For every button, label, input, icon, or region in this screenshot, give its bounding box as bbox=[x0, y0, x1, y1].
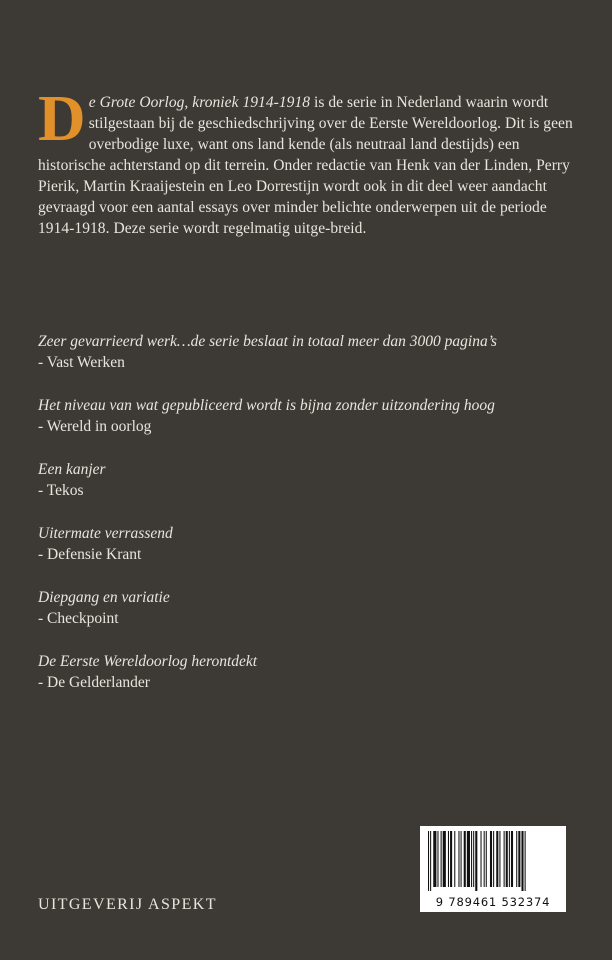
barcode-bar bbox=[475, 831, 477, 891]
quote-source: - Defensie Krant bbox=[38, 546, 142, 563]
barcode-bar bbox=[484, 831, 485, 887]
intro-body: is de serie in Nederland waarin wordt stilgestaan bij de geschiedschrijving over de Eerste Wereldoorlog. Dit is geen overbodige luxe, want ons land kende (als neutraal land destijds) een historische achterstand op dit terrein. Onder redactie van Henk van der Linden, Perry Pierik, Martin Kraaijestein en Leo Dorrestijn wordt ook in dit deel weer aandacht gevraagd voor een aantal essays over minder belichte onderwerpen uit de periode 1914-1918. Deze serie wordt regelmatig uitge-breid. bbox=[38, 94, 573, 237]
barcode-bar bbox=[525, 831, 526, 891]
isbn-number: 9 789461 532374 bbox=[435, 895, 551, 909]
barcode-bar bbox=[481, 831, 482, 887]
barcode-bar bbox=[428, 831, 429, 891]
barcode-bar bbox=[516, 831, 517, 887]
quote-source: - Tekos bbox=[38, 482, 84, 499]
quote-text: Diepgang en variatie bbox=[38, 589, 170, 606]
review-quote bbox=[38, 523, 578, 565]
review-quote bbox=[38, 395, 578, 437]
barcode-bar bbox=[454, 831, 455, 887]
quote-text: Een kanjer bbox=[38, 461, 106, 478]
review-quote bbox=[38, 331, 578, 373]
barcode-bar bbox=[464, 831, 466, 887]
barcode-bar bbox=[443, 831, 446, 887]
barcode-bar bbox=[433, 831, 436, 887]
barcode-bar bbox=[437, 831, 438, 887]
barcode-bar bbox=[461, 831, 462, 887]
quote-text: De Eerste Wereldoorlog herontdekt bbox=[38, 653, 258, 670]
quote-text: Het niveau van wat gepubliceerd wordt is bijna zonder uitzondering hoog bbox=[38, 397, 495, 414]
barcode-bar bbox=[518, 831, 520, 887]
review-quotes bbox=[38, 331, 578, 715]
barcode-bar bbox=[504, 831, 505, 887]
barcode-bar bbox=[499, 831, 500, 887]
barcode-bar bbox=[506, 831, 508, 887]
intro-text bbox=[38, 82, 578, 239]
review-quote bbox=[38, 651, 578, 693]
barcode-bar bbox=[467, 831, 470, 887]
barcode-bar bbox=[448, 831, 449, 887]
barcode-bar bbox=[511, 831, 513, 887]
quote-source: - Vast Werken bbox=[38, 354, 125, 371]
publisher-name: UITGEVERIJ ASPEKT bbox=[38, 896, 217, 913]
barcode-bar bbox=[509, 831, 510, 887]
barcode-bar bbox=[490, 831, 492, 887]
barcode-bars bbox=[426, 831, 560, 891]
quote-source: - De Gelderlander bbox=[38, 674, 150, 691]
barcode-bar bbox=[493, 831, 494, 887]
isbn-barcode bbox=[420, 826, 566, 912]
barcode-bar bbox=[450, 831, 452, 887]
series-title: e Grote Oorlog, kroniek 1914-1918 bbox=[88, 94, 311, 111]
barcode-bar bbox=[521, 831, 523, 891]
quote-text: Zeer gevarrieerd werk…de serie beslaat in totaal meer dan 3000 pagina’s bbox=[38, 333, 497, 350]
review-quote bbox=[38, 587, 578, 629]
barcode-bar bbox=[471, 831, 472, 887]
quote-source: - Wereld in oorlog bbox=[38, 418, 152, 435]
barcode-bar bbox=[486, 831, 487, 887]
barcode-bar bbox=[458, 831, 459, 887]
barcode-bar bbox=[430, 831, 431, 891]
drop-cap: D bbox=[38, 82, 86, 155]
review-quote bbox=[38, 459, 578, 501]
intro-paragraph bbox=[38, 82, 578, 239]
quote-source: - Checkpoint bbox=[38, 610, 119, 627]
barcode-bar bbox=[473, 831, 474, 887]
barcode-bar bbox=[496, 831, 498, 887]
quote-text: Uitermate verrassend bbox=[38, 525, 173, 542]
barcode-bar bbox=[441, 831, 442, 887]
